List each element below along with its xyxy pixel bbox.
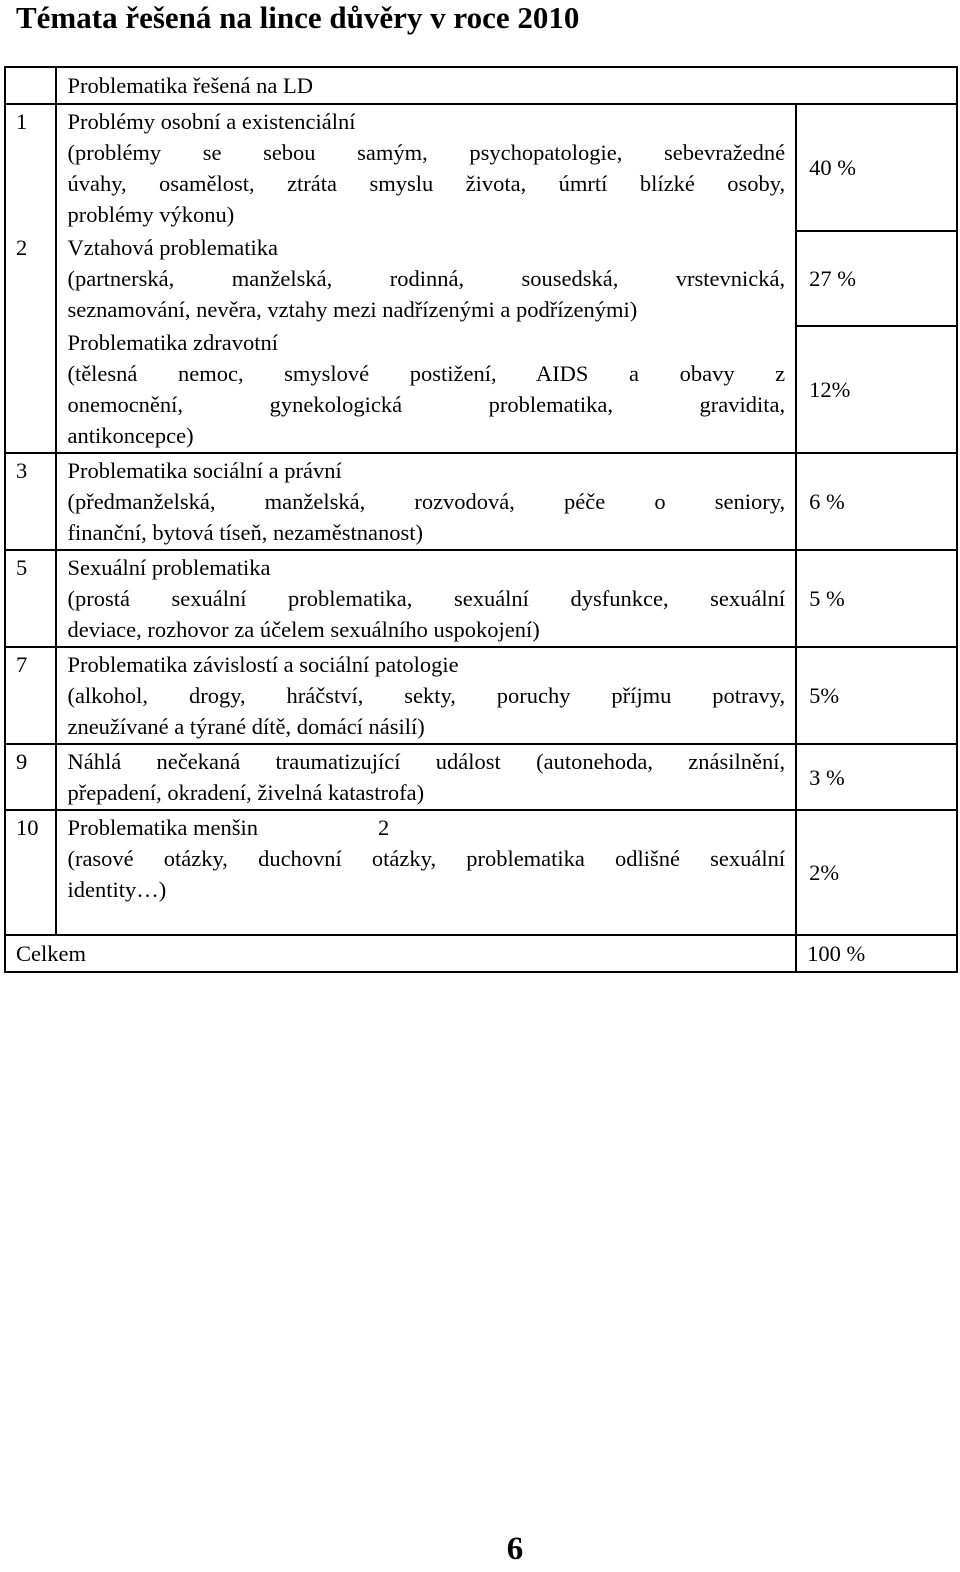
- table-row: [5, 744, 957, 810]
- row-number: 2: [5, 231, 56, 326]
- row-detail-line: (alkohol, drogy, hráčství, sekty, poruchy příjmu potravy,: [67, 683, 786, 708]
- table-row: [5, 326, 957, 453]
- row-percentage: 40 %: [796, 104, 957, 231]
- row-description: [56, 647, 796, 744]
- row-title-text: Problematika menšin: [67, 815, 259, 840]
- row-title-note: 2: [378, 815, 390, 840]
- table-row: [5, 550, 957, 647]
- row-title: Sexuální problematika: [67, 555, 271, 580]
- row-detail-line: onemocnění, gynekologická problematika, gravidita,: [67, 392, 786, 417]
- row-detail-line: Náhlá nečekaná traumatizující událost (autonehoda, znásilnění,: [67, 749, 786, 774]
- row-number: 5: [5, 550, 56, 647]
- row-detail-line: (partnerská, manželská, rodinná, sousedská, vrstevnická,: [67, 266, 786, 291]
- row-detail-line: (předmanželská, manželská, rozvodová, péče o seniory,: [67, 489, 786, 514]
- table-row: [5, 810, 957, 935]
- row-description: [56, 453, 796, 550]
- row-title: Problematika závislostí a sociální patologie: [67, 652, 459, 677]
- row-detail-line: (rasové otázky, duchovní otázky, problematika odlišné sexuální: [67, 846, 786, 871]
- row-number: 10: [5, 810, 56, 935]
- row-description: [56, 810, 796, 935]
- row-detail-line: úvahy, osamělost, ztráta smyslu života, úmrtí blízké osoby,: [67, 171, 786, 196]
- row-number: 9: [5, 744, 56, 810]
- row-title: [67, 812, 785, 843]
- row-detail-last: seznamování, nevěra, vztahy mezi nadřízenými a podřízenými): [67, 297, 638, 322]
- row-detail-last: antikoncepce): [67, 423, 194, 448]
- row-number: 7: [5, 647, 56, 744]
- row-detail-last: finanční, bytová tíseň, nezaměstnanost): [67, 520, 423, 545]
- row-detail-line: (tělesná nemoc, smyslové postižení, AIDS a obavy z: [67, 361, 786, 386]
- row-percentage: 6 %: [796, 453, 957, 550]
- row-detail-line: (prostá sexuální problematika, sexuální dysfunkce, sexuální: [67, 586, 786, 611]
- row-detail-last: identity…): [67, 877, 167, 902]
- row-title: Problémy osobní a existenciální: [67, 109, 356, 134]
- row-title: Vztahová problematika: [67, 235, 278, 260]
- row-percentage: 2%: [796, 810, 957, 935]
- row-detail-last: deviace, rozhovor za účelem sexuálního uspokojení): [67, 617, 540, 642]
- page-title: Témata řešená na lince důvěry v roce 2010: [16, 0, 580, 35]
- page-number: 6: [506, 1531, 524, 1567]
- row-description: [56, 231, 796, 326]
- total-row: [5, 935, 957, 972]
- row-detail-last: přepadení, okradení, živelná katastrofa): [67, 780, 425, 805]
- row-detail-last: problémy výkonu): [67, 202, 235, 227]
- row-title: Problematika zdravotní: [67, 330, 279, 355]
- row-description: [56, 326, 796, 453]
- row-description: [56, 744, 796, 810]
- row-number: [5, 326, 56, 453]
- table-row: [5, 453, 957, 550]
- row-percentage: 27 %: [796, 231, 957, 326]
- row-percentage: 5 %: [796, 550, 957, 647]
- row-percentage: 5%: [796, 647, 957, 744]
- row-detail-line: (problémy se sebou samým, psychopatologie, sebevražedné: [67, 140, 786, 165]
- total-percentage: 100 %: [796, 935, 957, 972]
- row-spacer: [67, 905, 785, 933]
- row-percentage: 12%: [796, 326, 957, 453]
- table-row: [5, 647, 957, 744]
- row-number: 3: [5, 453, 56, 550]
- row-percentage: 3 %: [796, 744, 957, 810]
- header-num-cell: [5, 67, 56, 104]
- total-label: Celkem: [5, 935, 796, 972]
- table-row: [5, 104, 957, 231]
- topics-table: [4, 66, 958, 973]
- table-row: [5, 231, 957, 326]
- row-number: 1: [5, 104, 56, 231]
- row-detail-last: zneužívané a týrané dítě, domácí násilí): [67, 714, 425, 739]
- row-description: [56, 550, 796, 647]
- table-header-row: [5, 67, 957, 104]
- row-title: Problematika sociální a právní: [67, 458, 342, 483]
- row-description: [56, 104, 796, 231]
- header-label: Problematika řešená na LD: [56, 67, 957, 104]
